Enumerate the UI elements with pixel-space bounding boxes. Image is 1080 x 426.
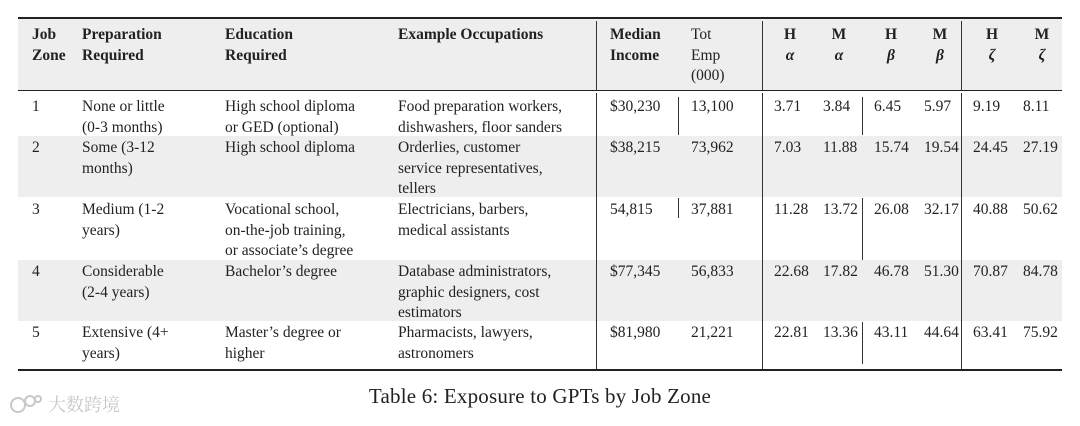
row1-preparation: None or little (0-3 months)	[82, 98, 165, 136]
row3-preparation: Medium (1-2 years)	[82, 201, 165, 239]
row1-h-alpha: 3.71	[774, 98, 802, 115]
row2-m-zeta: 27.19	[1023, 139, 1058, 156]
row3-education: Vocational school, on-the-job training, or associate’s degree	[225, 201, 354, 259]
row3-occupations: Electricians, barbers, medical assistants	[398, 201, 529, 239]
header-m-alpha: M α	[831, 26, 847, 64]
header-h-beta: H β	[884, 26, 898, 64]
row5-occupations: Pharmacists, lawyers, astronomers	[398, 324, 533, 362]
row5-m-alpha: 13.36	[823, 324, 858, 341]
row4-h-alpha: 22.68	[774, 263, 809, 280]
row2-income: $38,215	[610, 139, 661, 156]
row4-h-beta: 46.78	[874, 263, 909, 280]
row5-emp: 21,221	[691, 324, 734, 341]
row5-preparation: Extensive (4+ years)	[82, 324, 169, 362]
header-preparation: Preparation Required	[82, 26, 162, 64]
row5-zone: 5	[32, 324, 40, 341]
row2-h-beta: 15.74	[874, 139, 909, 156]
header-median-income: Median Income	[610, 26, 661, 64]
header-occupations: Example Occupations	[398, 26, 544, 43]
row1-occupations: Food preparation workers, dishwashers, floor sanders	[398, 98, 563, 136]
divider-beta-row5	[862, 322, 863, 364]
row5-m-beta: 44.64	[924, 324, 959, 341]
row4-education: Bachelor’s degree	[225, 263, 338, 280]
row3-zone: 3	[32, 201, 40, 218]
row4-m-zeta: 84.78	[1023, 263, 1058, 280]
row4-preparation: Considerable (2-4 years)	[82, 263, 164, 301]
divider-beta-row3	[862, 198, 863, 260]
divider-zeta	[961, 93, 962, 369]
row5-education: Master’s degree or higher	[225, 324, 341, 362]
row4-occupations: Database administrators, graphic designers, cost estimators	[398, 263, 552, 321]
row3-emp: 37,881	[691, 201, 734, 218]
row1-m-zeta: 8.11	[1023, 98, 1050, 115]
row1-education: High school diploma or GED (optional)	[225, 98, 356, 136]
row3-m-beta: 32.17	[924, 201, 959, 218]
row1-zone: 1	[32, 98, 40, 115]
row1-m-beta: 5.97	[924, 98, 952, 115]
row1-income: $30,230	[610, 98, 661, 115]
watermark	[8, 391, 120, 417]
row2-occupations: Orderlies, customer service representatives, tellers	[398, 139, 543, 197]
row4-m-alpha: 17.82	[823, 263, 858, 280]
divider-header-income	[596, 21, 597, 90]
divider-beta-row1	[862, 97, 863, 135]
row2-m-beta: 19.54	[924, 139, 959, 156]
row5-m-zeta: 75.92	[1023, 324, 1058, 341]
row3-h-beta: 26.08	[874, 201, 909, 218]
table-caption: Table 6: Exposure to GPTs by Job Zone	[368, 384, 712, 408]
row2-education: High school diploma	[225, 139, 356, 156]
divider-emp-row3	[678, 198, 679, 218]
row2-h-alpha: 7.03	[774, 139, 802, 156]
row5-income: $81,980	[610, 324, 661, 341]
header-education: Education Required	[225, 26, 294, 64]
watermark-logo-icon	[8, 392, 44, 416]
row2-emp: 73,962	[691, 139, 734, 156]
row1-emp: 13,100	[691, 98, 734, 115]
header-tot-emp: Tot Emp (000)	[691, 26, 725, 84]
watermark-text: 大数跨境	[48, 395, 120, 416]
header-job-zone: Job Zone	[32, 26, 66, 64]
row2-preparation: Some (3-12 months)	[82, 139, 155, 177]
row5-h-zeta: 63.41	[973, 324, 1008, 341]
row1-h-zeta: 9.19	[973, 98, 1001, 115]
divider-header-zeta	[961, 21, 962, 90]
divider-metrics	[762, 93, 763, 369]
row2-h-zeta: 24.45	[973, 139, 1008, 156]
row5-h-beta: 43.11	[874, 324, 909, 341]
header-rule	[18, 90, 1062, 91]
row4-m-beta: 51.30	[924, 263, 959, 280]
divider-header-metrics	[762, 21, 763, 90]
row3-income: 54,815	[610, 201, 653, 218]
row4-emp: 56,833	[691, 263, 734, 280]
divider-income	[596, 93, 597, 369]
header-m-zeta: M ζ	[1034, 26, 1050, 64]
row4-income: $77,345	[610, 263, 661, 280]
bottom-rule	[18, 369, 1062, 371]
header-h-zeta: H ζ	[985, 26, 999, 64]
row2-zone: 2	[32, 139, 40, 156]
top-rule	[18, 17, 1062, 19]
header-h-alpha: H α	[783, 26, 797, 64]
row3-h-zeta: 40.88	[973, 201, 1008, 218]
row5-h-alpha: 22.81	[774, 324, 809, 341]
header-m-beta: M β	[932, 26, 948, 64]
divider-emp-row1	[678, 97, 679, 135]
row2-m-alpha: 11.88	[823, 139, 858, 156]
row3-m-alpha: 13.72	[823, 201, 858, 218]
row1-m-alpha: 3.84	[823, 98, 851, 115]
row1-h-beta: 6.45	[874, 98, 902, 115]
row3-m-zeta: 50.62	[1023, 201, 1058, 218]
row4-zone: 4	[32, 263, 40, 280]
row3-h-alpha: 11.28	[774, 201, 809, 218]
row4-h-zeta: 70.87	[973, 263, 1008, 280]
